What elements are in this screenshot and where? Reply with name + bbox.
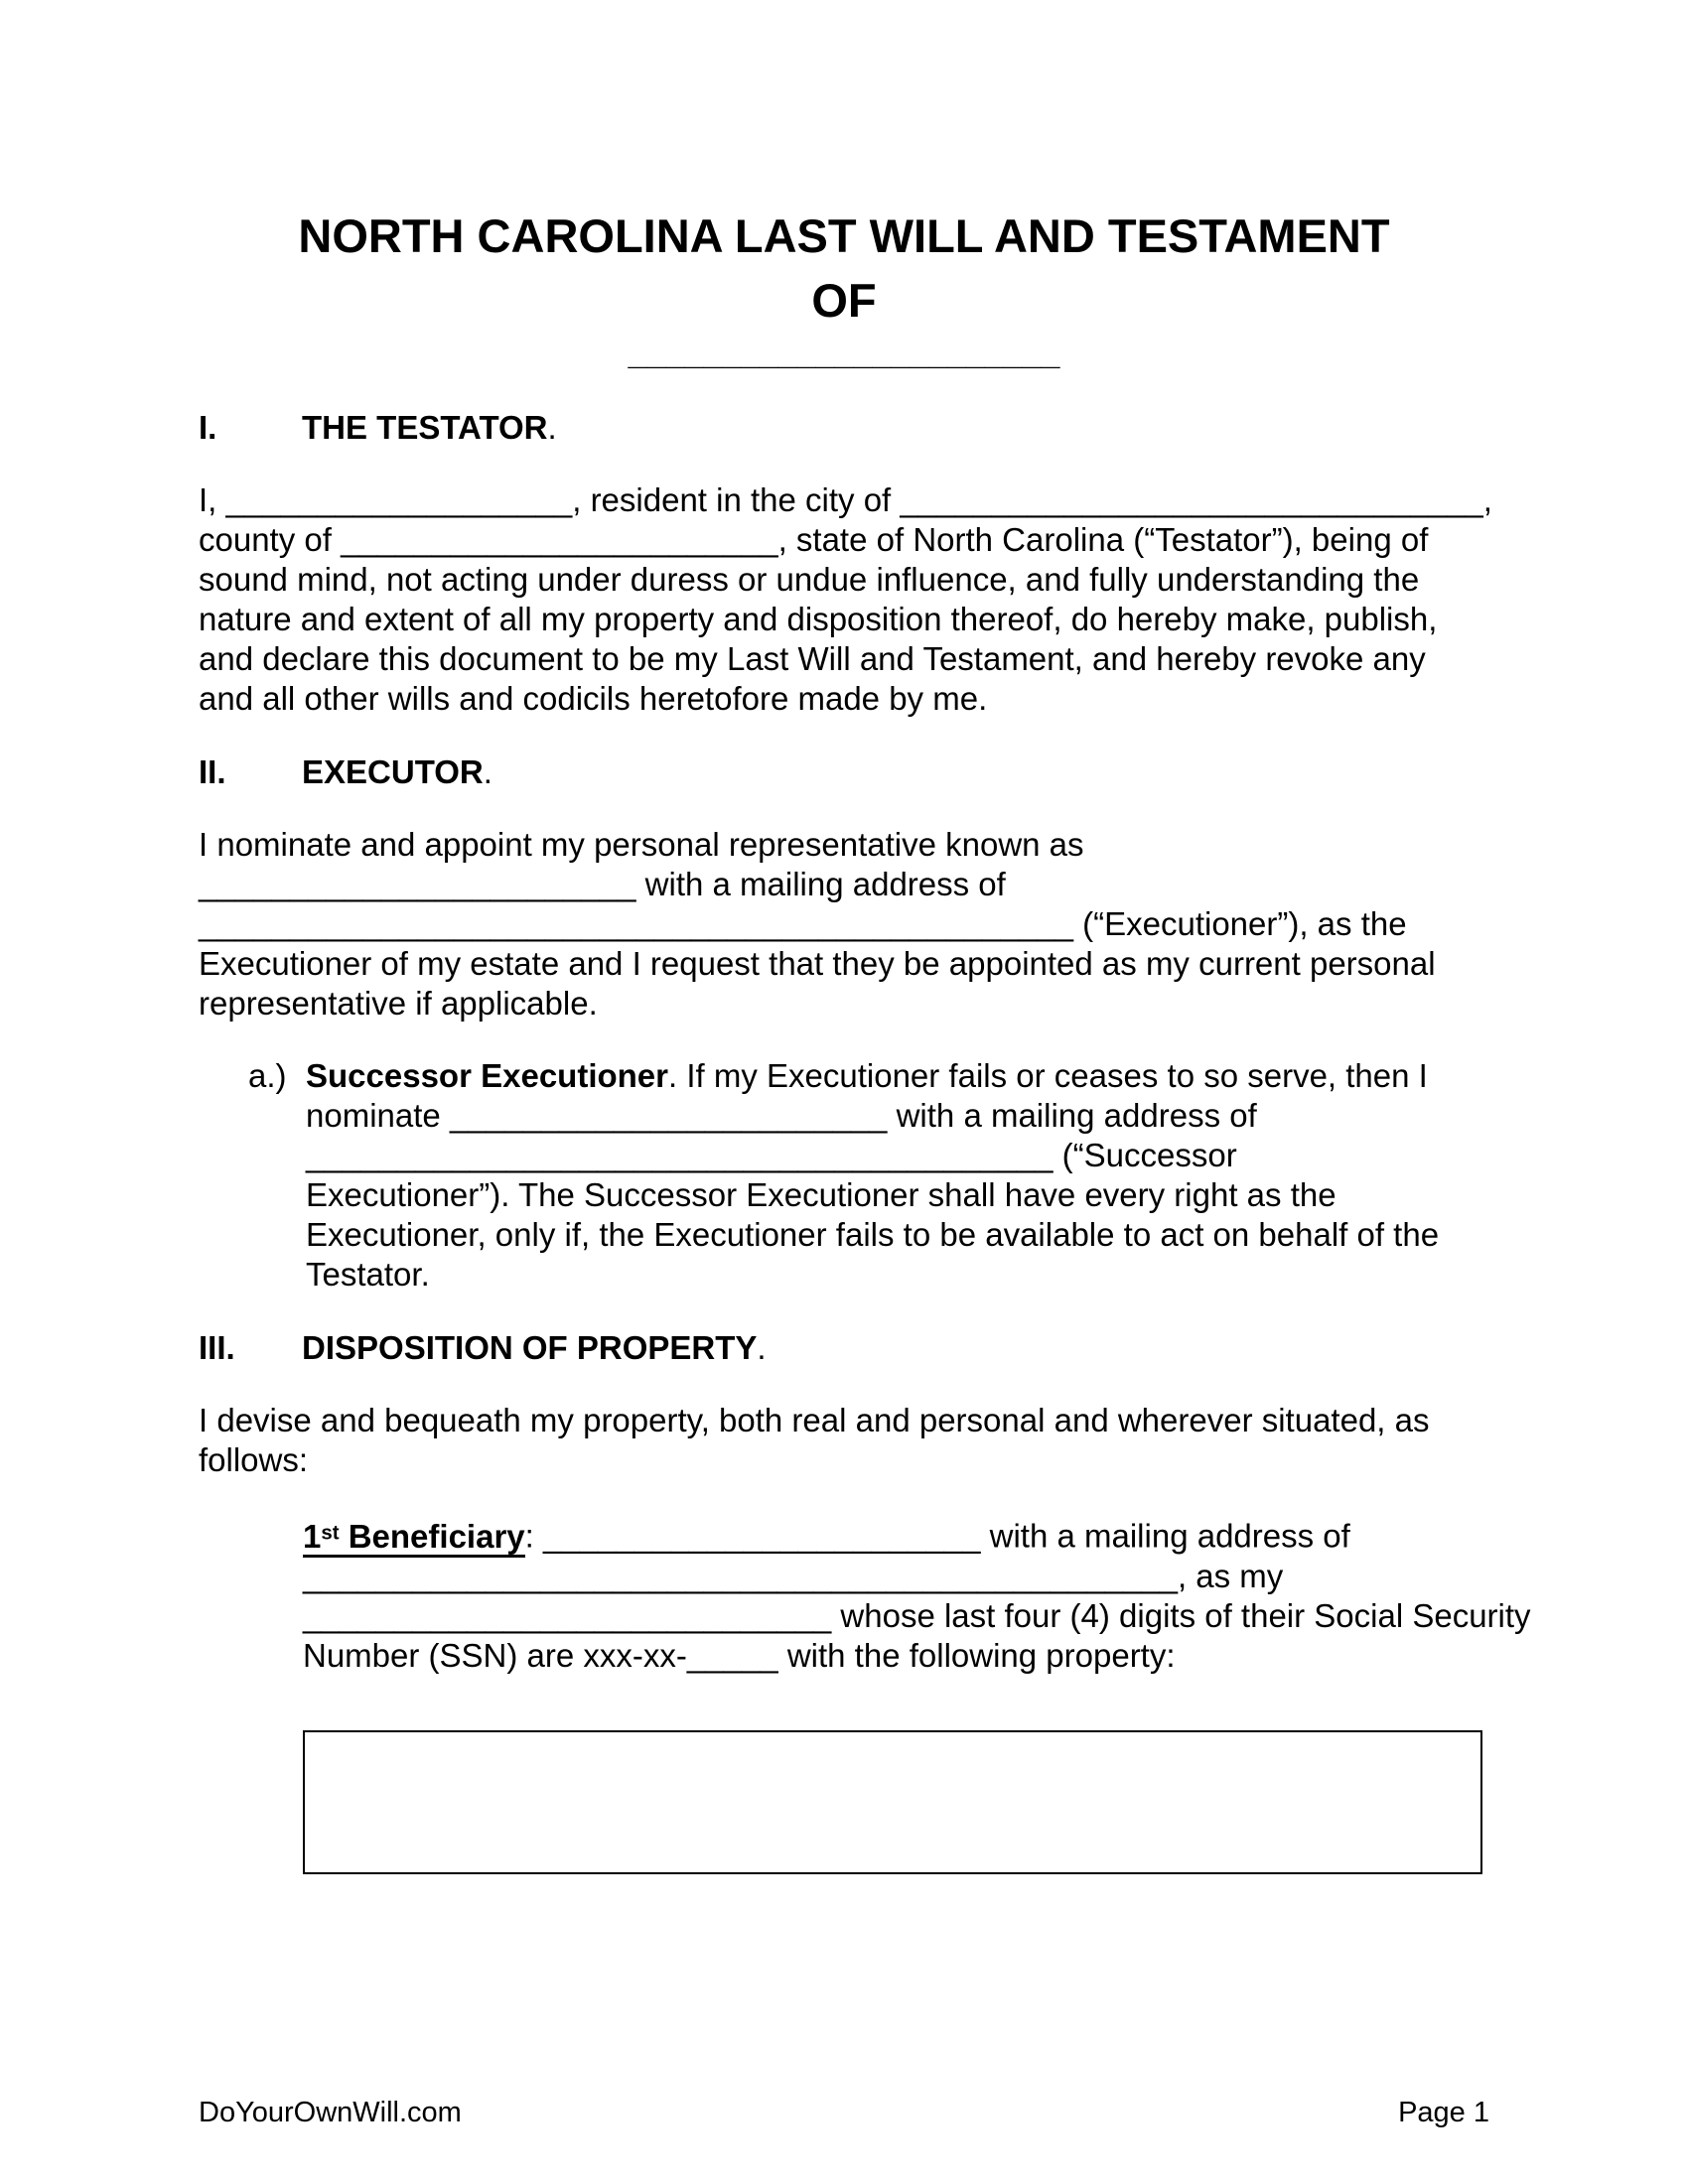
text-segment: representative if applicable. bbox=[199, 985, 598, 1022]
text-line bbox=[199, 1440, 1489, 1480]
text-line bbox=[199, 639, 1489, 679]
text-segment: and declare this document to be my Last Will and Testament, and hereby revoke any bbox=[199, 640, 1426, 677]
blank-field: ________________________ bbox=[542, 1517, 981, 1555]
text-segment: , as my bbox=[1177, 1557, 1284, 1594]
section-period: . bbox=[757, 1329, 767, 1366]
text-segment: whose last four (4) digits of their Social Security bbox=[831, 1596, 1531, 1634]
section-number: II. bbox=[199, 753, 226, 790]
text-line bbox=[306, 1096, 1489, 1136]
footer-page-number: Page 1 bbox=[1398, 2097, 1489, 2128]
blank-field: ________________________________ bbox=[900, 481, 1483, 518]
document-title-line2: OF bbox=[811, 274, 877, 327]
text-segment: Successor Executioner bbox=[306, 1057, 668, 1094]
text-segment: . If my Executioner fails or ceases to so serve, then I bbox=[668, 1057, 1428, 1094]
text-line bbox=[199, 679, 1489, 719]
blank-field: _____ bbox=[686, 1636, 778, 1674]
text-segment: Testator. bbox=[306, 1256, 430, 1293]
testator-name-blank: _______________________ bbox=[628, 335, 1060, 372]
blank-field: ________________________________________________ bbox=[199, 905, 1073, 942]
text-segment: with the following property: bbox=[777, 1636, 1176, 1674]
blank-field: ________________________ bbox=[449, 1097, 888, 1134]
section-period: . bbox=[547, 409, 557, 446]
page-footer bbox=[199, 2095, 1489, 2130]
section-title: DISPOSITION OF PROPERTY bbox=[302, 1329, 758, 1366]
list-item bbox=[248, 1056, 1489, 1295]
text-line bbox=[199, 944, 1489, 984]
text-segment: st bbox=[321, 1521, 340, 1544]
text-line bbox=[199, 480, 1492, 520]
document-title-line1: NORTH CAROLINA LAST WILL AND TESTAMENT bbox=[298, 209, 1390, 262]
text-segment: I devise and bequeath my property, both real and personal and wherever situated, as bbox=[199, 1402, 1430, 1438]
text-segment: , bbox=[1482, 481, 1492, 518]
text-line bbox=[303, 1513, 1489, 1557]
text-line bbox=[199, 825, 1489, 865]
text-line bbox=[303, 1557, 1489, 1596]
blank-field: _________________________________________ bbox=[306, 1137, 1054, 1173]
text-segment: Number (SSN) are xxx-xx- bbox=[303, 1636, 687, 1674]
blank-field: ________________________ bbox=[199, 866, 636, 902]
text-segment: , resident in the city of bbox=[572, 481, 901, 518]
text-segment: with a mailing address of bbox=[980, 1517, 1350, 1555]
blank-field: ___________________ bbox=[225, 481, 573, 518]
section-heading bbox=[199, 1328, 1489, 1368]
text-segment: I, bbox=[199, 481, 226, 518]
text-line bbox=[199, 560, 1489, 600]
paragraph bbox=[199, 480, 1492, 719]
paragraph bbox=[303, 1513, 1531, 1676]
text-segment: follows: bbox=[199, 1441, 309, 1478]
text-line bbox=[306, 1215, 1489, 1255]
section-number: III. bbox=[199, 1329, 235, 1366]
blank-field: ________________________________________________ bbox=[303, 1557, 1178, 1594]
paragraph bbox=[199, 1401, 1489, 1480]
text-segment: Executioner, only if, the Executioner fails to be available to act on behalf of the bbox=[306, 1216, 1440, 1253]
text-line bbox=[303, 1596, 1531, 1636]
property-box bbox=[303, 1730, 1482, 1874]
text-segment: county of bbox=[199, 521, 342, 558]
text-segment: , state of North Carolina (“Testator”), being of bbox=[777, 521, 1429, 558]
section-heading bbox=[199, 752, 1489, 792]
text-segment: : bbox=[524, 1517, 543, 1555]
text-segment: sound mind, not acting under duress or undue influence, and fully understanding the bbox=[199, 561, 1420, 598]
text-line bbox=[306, 1136, 1489, 1175]
text-segment: with a mailing address of bbox=[887, 1097, 1257, 1134]
text-segment: Executioner of my estate and I request that they be appointed as my current personal bbox=[199, 945, 1436, 982]
list-marker: a.) bbox=[248, 1057, 287, 1094]
text-segment: Beneficiary bbox=[339, 1517, 525, 1555]
section-title: EXECUTOR bbox=[302, 753, 484, 790]
section-number: I. bbox=[199, 409, 217, 446]
text-segment: I nominate and appoint my personal representative known as bbox=[199, 826, 1084, 863]
document-title bbox=[199, 204, 1489, 333]
text-segment: nominate bbox=[306, 1097, 450, 1134]
text-line bbox=[306, 1255, 1489, 1295]
text-segment: Executioner”). The Successor Executioner shall have every right as the bbox=[306, 1176, 1336, 1213]
text-segment: nature and extent of all my property and disposition thereof, do hereby make, publish, bbox=[199, 601, 1438, 637]
document-body bbox=[199, 408, 1531, 1874]
text-segment: with a mailing address of bbox=[635, 866, 1006, 902]
text-segment: (“Successor bbox=[1053, 1137, 1237, 1173]
section-period: . bbox=[483, 753, 492, 790]
text-segment: (“Executioner”), as the bbox=[1072, 905, 1407, 942]
text-line bbox=[199, 984, 1489, 1024]
text-line bbox=[199, 904, 1489, 944]
text-line bbox=[303, 1636, 1489, 1676]
footer-site: DoYourOwnWill.com bbox=[199, 2097, 462, 2128]
text-line bbox=[199, 520, 1489, 560]
text-segment: and all other wills and codicils heretofore made by me. bbox=[199, 680, 988, 717]
section-title: THE TESTATOR bbox=[302, 409, 548, 446]
text-line bbox=[199, 865, 1489, 904]
blank-field: ________________________ bbox=[341, 521, 778, 558]
text-line bbox=[199, 1401, 1489, 1440]
underlined-text bbox=[303, 1518, 525, 1558]
blank-field: _____________________________ bbox=[303, 1596, 832, 1634]
paragraph bbox=[199, 825, 1489, 1024]
text-segment: 1 bbox=[303, 1517, 322, 1555]
text-line bbox=[248, 1056, 1489, 1096]
text-line bbox=[199, 600, 1489, 639]
text-line bbox=[306, 1175, 1489, 1215]
section-heading bbox=[199, 408, 1489, 448]
